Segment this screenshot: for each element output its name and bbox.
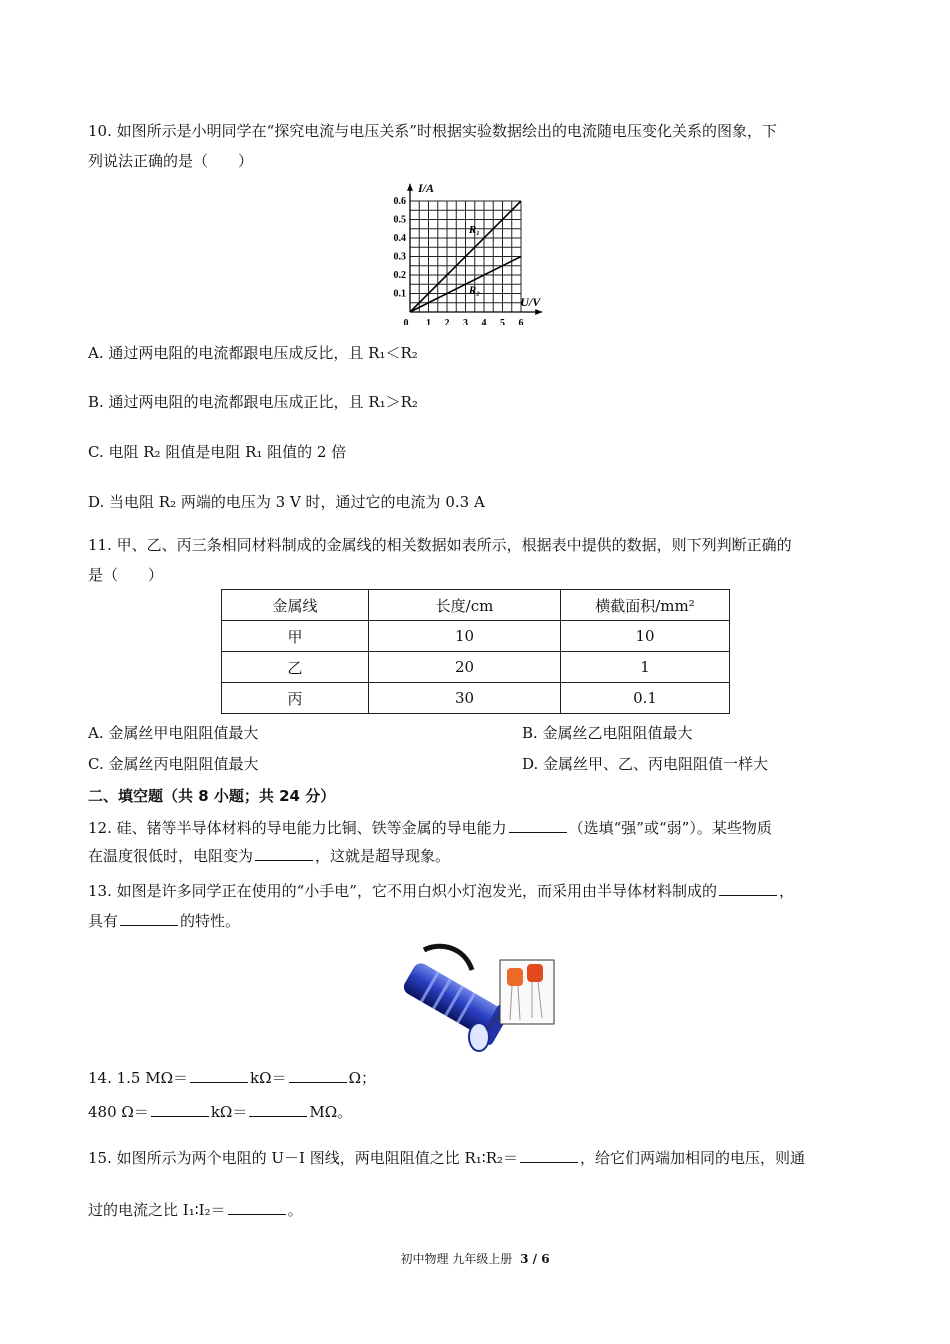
y-tick-label: 0.2: [393, 270, 406, 281]
table-cell: 0.1: [561, 683, 730, 714]
series-label: R₁: [468, 224, 480, 237]
q14-blank2[interactable]: [289, 1068, 347, 1083]
table-cell: 30: [369, 683, 561, 714]
strap-icon: [424, 946, 472, 970]
x-axis-arrow-icon: [535, 309, 542, 315]
page-footer: [0, 1250, 950, 1267]
section-heading: 二、填空题（共 8 小题；共 24 分）: [88, 787, 336, 805]
q15-part4: 。: [287, 1201, 303, 1219]
q13-part3: 具有: [88, 912, 119, 930]
table-cell: 乙: [222, 652, 369, 683]
x-tick-label: 6: [518, 318, 524, 325]
q15-blank1[interactable]: [520, 1148, 578, 1163]
q10-option-b[interactable]: B. 通过两电阻的电流都跟电压成正比，且 R₁＞R₂: [88, 393, 418, 411]
x-tick-label: 0: [403, 318, 409, 325]
q14-blank4[interactable]: [249, 1102, 307, 1117]
q13-part1: 13. 如图是许多同学正在使用的“小手电”，它不用白炽小灯泡发光，而采用由半导体材料制成的: [88, 882, 717, 900]
x-tick-label: 3: [463, 318, 468, 325]
current-voltage-chart: [380, 180, 565, 325]
q15-part2: ，给它们两端加相同的电压，则通: [580, 1149, 806, 1167]
table-cell: 10: [561, 621, 730, 652]
q13-part4: 的特性。: [180, 912, 241, 930]
q14-blank3[interactable]: [151, 1102, 209, 1117]
table-cell: 20: [369, 652, 561, 683]
q13-blank1[interactable]: [719, 881, 777, 896]
table-cell: 1: [561, 652, 730, 683]
table-cell: 10: [369, 621, 561, 652]
q14-text: [88, 1062, 866, 1128]
x-tick-label: 2: [444, 318, 450, 325]
y-tick-label: 0.5: [393, 214, 406, 226]
table-row: [222, 652, 730, 683]
q15-part1: 15. 如图所示为两个电阻的 U－I 图线，两电阻阻值之比 R₁∶R₂＝: [88, 1149, 519, 1167]
series-label: R₂: [468, 284, 480, 297]
table-header: 金属线: [222, 590, 369, 621]
flashlight-illustration: [394, 942, 559, 1054]
x-axis-label: U/V: [520, 295, 541, 309]
table-header: 横截面积/mm²: [561, 590, 730, 621]
q13-blank2[interactable]: [120, 911, 178, 926]
q11-stem: [88, 532, 866, 588]
flashlight-body-icon: [399, 957, 512, 1046]
table-row: [222, 683, 730, 714]
y-tick-label: 0.4: [393, 233, 406, 244]
y-tick-label: 0.6: [393, 196, 406, 207]
q12-part2: （选填“强”或“弱”）。某些物质: [568, 819, 772, 837]
q12-part1: 12. 硅、锗等半导体材料的导电能力比铜、铁等金属的导电能力: [88, 819, 507, 837]
y-tick-label: 0.3: [393, 251, 406, 263]
x-tick-label: 4: [481, 318, 487, 325]
q14-blank1[interactable]: [190, 1068, 248, 1083]
q14-line1-part3: Ω；: [348, 1069, 377, 1087]
q15-part3: 过的电流之比 I₁∶I₂＝: [88, 1201, 226, 1219]
q10-stem-line1: 10. 如图所示是小明同学在“探究电流与电压关系”时根据实验数据绘出的电流随电压变化关系的图象，下: [88, 122, 777, 140]
y-tick-label: 0.1: [393, 288, 406, 300]
page-number: 3 / 6: [520, 1252, 550, 1266]
q10-option-c[interactable]: C. 电阻 R₂ 阻值是电阻 R₁ 阻值的 2 倍: [88, 443, 347, 461]
q12-part4: ，这就是超导现象。: [315, 847, 451, 865]
footer-text: 初中物理 九年级上册: [400, 1252, 513, 1266]
q11-option-b[interactable]: B. 金属丝乙电阻阻值最大: [522, 724, 693, 742]
q11-option-c[interactable]: C. 金属丝丙电阻阻值最大: [88, 755, 259, 773]
q11-option-a[interactable]: A. 金属丝甲电阻阻值最大: [88, 724, 259, 742]
table-cell: 甲: [222, 621, 369, 652]
q13-part2: ，: [778, 882, 794, 900]
lens-icon: [469, 1023, 489, 1051]
q14-line2: [88, 1096, 866, 1128]
q11-stem-line2: 是（ ）: [88, 566, 164, 584]
q10-stem: [88, 118, 866, 174]
q14-line2-part2: kΩ＝: [210, 1103, 248, 1121]
q12-blank1[interactable]: [509, 818, 567, 833]
q11-table: [221, 589, 730, 714]
q14-line1: [88, 1062, 866, 1094]
q14-line2-part3: MΩ。: [309, 1103, 353, 1121]
table-header-row: [222, 590, 730, 621]
q14-line2-part1: 480 Ω＝: [88, 1103, 149, 1121]
q11-option-d[interactable]: D. 金属丝甲、乙、丙电阻阻值一样大: [522, 755, 769, 773]
table-header: 长度/cm: [369, 590, 561, 621]
q14-line1-part1: 14. 1.5 MΩ＝: [88, 1069, 189, 1087]
q10-option-a[interactable]: A. 通过两电阻的电流都跟电压成反比，且 R₁＜R₂: [88, 344, 418, 362]
q12-text: [88, 814, 866, 870]
q15-blank2[interactable]: [228, 1200, 286, 1215]
led-icon: [527, 964, 543, 982]
q13-text: [88, 876, 866, 936]
led-icon: [507, 968, 523, 986]
y-axis-label: I/A: [418, 180, 435, 195]
q12-blank2[interactable]: [255, 846, 313, 861]
chart-ticks: [394, 196, 524, 325]
q14-line1-part2: kΩ＝: [250, 1069, 287, 1087]
q12-part3: 在温度很低时，电阻变为: [88, 847, 254, 865]
table-row: [222, 621, 730, 652]
q15-text: [88, 1132, 866, 1236]
y-axis-arrow-icon: [407, 184, 413, 191]
x-tick-label: 5: [500, 318, 505, 325]
q10-option-d[interactable]: D. 当电阻 R₂ 两端的电压为 3 V 时，通过它的电流为 0.3 A: [88, 493, 485, 511]
table-cell: 丙: [222, 683, 369, 714]
x-tick-label: 1: [426, 318, 431, 325]
q10-stem-line2: 列说法正确的是（ ）: [88, 152, 254, 170]
q11-stem-line1: 11. 甲、乙、丙三条相同材料制成的金属线的相关数据如表所示，根据表中提供的数据，则下列判断正确的: [88, 536, 792, 554]
